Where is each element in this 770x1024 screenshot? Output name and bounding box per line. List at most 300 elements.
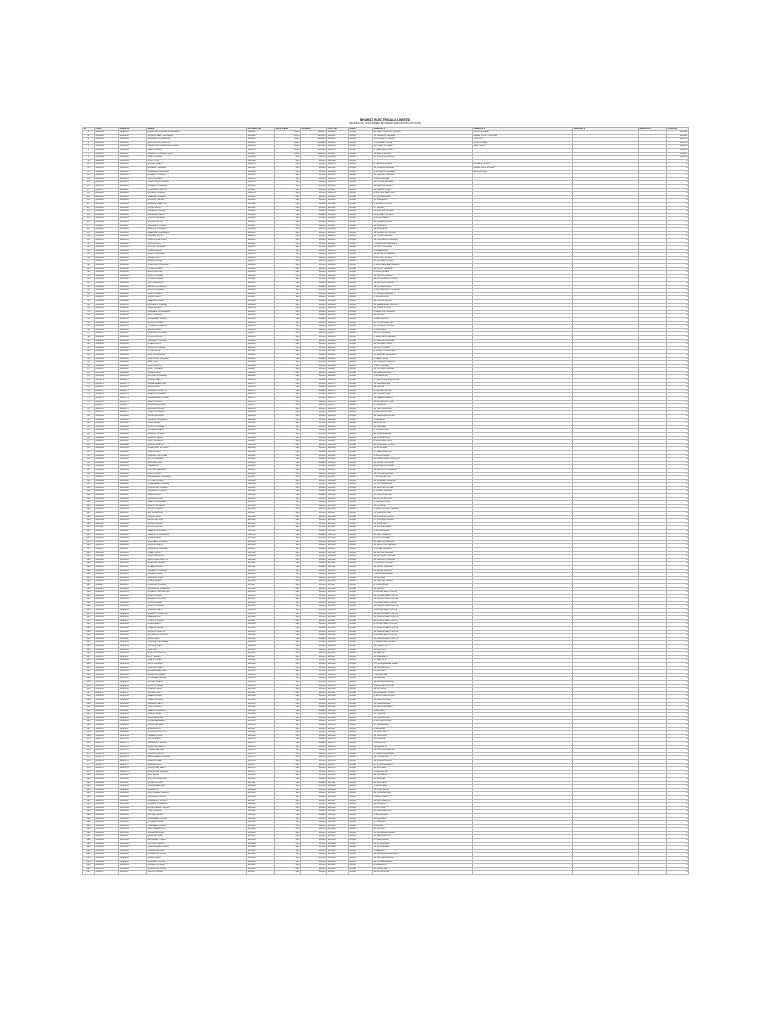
table-cell: 100205: [327, 864, 349, 868]
table-cell: MEERA BAI: [147, 616, 247, 620]
table-cell: 0: [667, 486, 689, 490]
table-cell: 6 MATHURA ROAD: [373, 695, 473, 699]
table-cell: 100080: [327, 415, 349, 419]
table-cell: 6 NOIDA SECTOR 22: [373, 601, 473, 605]
table-cell: 100198: [327, 839, 349, 843]
table-cell: 100: [275, 163, 301, 167]
table-cell: 0: [667, 461, 689, 465]
table-cell: A00032: [95, 242, 119, 246]
table-cell: BANK: [349, 839, 373, 843]
table-cell: 100195: [247, 828, 275, 832]
table-cell: A00144: [95, 645, 119, 649]
table-cell: BANK: [349, 501, 373, 505]
table-cell: 100: [275, 860, 301, 864]
table-cell: A00106: [95, 508, 119, 512]
table-cell: BANK: [349, 364, 373, 368]
table-cell: 27 INDIRAPURAM: [373, 519, 473, 523]
table-cell: 10000: [301, 846, 327, 850]
table-cell: 100: [275, 167, 301, 171]
table-cell: 10000: [301, 339, 327, 343]
table-cell: 0: [667, 300, 689, 304]
table-cell: 105: [83, 504, 95, 508]
table-cell: 1100004: [119, 141, 147, 145]
table-cell: 1100195: [119, 828, 147, 832]
table-cell: 0: [667, 648, 689, 652]
table-cell: A00047: [95, 296, 119, 300]
table-cell: 100119: [327, 555, 349, 559]
table-cell: BANK: [349, 803, 373, 807]
table-cell: 0: [667, 623, 689, 627]
table-cell: 10000: [301, 368, 327, 372]
table-cell: 0: [667, 206, 689, 210]
table-cell: A00121: [95, 562, 119, 566]
table-cell: 100096: [247, 472, 275, 476]
table-cell: A00146: [95, 652, 119, 656]
table-cell: 100075: [327, 397, 349, 401]
table-cell: 16: [83, 185, 95, 189]
table-cell: 100204: [247, 860, 275, 864]
table-cell: 13 ROORKEE: [373, 846, 473, 850]
table-cell: RENU SHARMA: [147, 673, 247, 677]
table-cell: 0: [667, 839, 689, 843]
table-cell: A00054: [95, 321, 119, 325]
table-cell: 92: [83, 458, 95, 462]
table-cell: 0: [667, 702, 689, 706]
table-cell: 90: [83, 450, 95, 454]
table-cell: 100105: [327, 504, 349, 508]
table-cell: 100076: [327, 400, 349, 404]
table-cell: ASHA RANI: [147, 350, 247, 354]
table-cell: 0: [667, 185, 689, 189]
table-cell: BANK: [349, 670, 373, 674]
table-cell: 11 JANAK PURI: [373, 188, 473, 192]
table-cell: 100019: [327, 195, 349, 199]
table-cell: 100089: [327, 447, 349, 451]
table-cell: 100066: [247, 364, 275, 368]
table-cell: 11 DHARAMSHALA: [373, 831, 473, 835]
table-cell: 100091: [247, 454, 275, 458]
table-cell: BANK: [349, 490, 373, 494]
table-cell: 100203: [247, 857, 275, 861]
table-cell: BANK: [349, 339, 373, 343]
table-cell: 0: [667, 774, 689, 778]
table-cell: 9 MEHRAULI: [373, 317, 473, 321]
table-cell: 100179: [247, 770, 275, 774]
table-cell: 26 NOIDA SECTOR 37: [373, 619, 473, 623]
table-cell: 5 PRATAP VIHAR: [373, 562, 473, 566]
table-cell: 100: [275, 634, 301, 638]
table-cell: 15 CHHATARPUR: [373, 321, 473, 325]
table-cell: 100071: [247, 382, 275, 386]
table-cell: 100192: [247, 817, 275, 821]
table-cell: 29: [83, 231, 95, 235]
table-cell: 1100205: [119, 864, 147, 868]
table-cell: 15: [83, 181, 95, 185]
table-cell: 100: [275, 440, 301, 444]
table-cell: 10000: [301, 623, 327, 627]
table-cell: A00198: [95, 839, 119, 843]
table-cell: 1100152: [119, 673, 147, 677]
table-cell: 100184: [327, 788, 349, 792]
table-cell: 100016: [247, 185, 275, 189]
table-cell: RAMESH CHANDRA: [147, 138, 247, 142]
table-cell: HARI SINGH: [147, 706, 247, 710]
table-cell: 141: [83, 634, 95, 638]
table-cell: 0: [667, 601, 689, 605]
table-cell: 164: [83, 716, 95, 720]
table-cell: 16 SHASTRI PARK: [373, 461, 473, 465]
table-cell: 52: [83, 314, 95, 318]
table-cell: BANK: [349, 857, 373, 861]
table-cell: 100092: [327, 458, 349, 462]
table-cell: 12 GANDHI NAGAR: [373, 134, 473, 138]
table-cell: 10000: [301, 163, 327, 167]
table-cell: 37 CHANDIGARH: [373, 763, 473, 767]
table-cell: 13 NOIDA SECTOR 19: [373, 598, 473, 602]
table-cell: 100: [275, 335, 301, 339]
table-cell: 100200: [247, 846, 275, 850]
table-cell: 0: [667, 479, 689, 483]
table-cell: PRAKASH NARAYAN SINGH: [147, 145, 247, 149]
table-cell: 1100172: [119, 745, 147, 749]
table-cell: 10000: [301, 853, 327, 857]
table-cell: 0: [667, 724, 689, 728]
table-cell: 10000: [301, 271, 327, 275]
table-cell: 100: [275, 828, 301, 832]
table-cell: 1100058: [119, 335, 147, 339]
table-cell: [639, 871, 667, 875]
table-cell: MANJU RANI: [147, 573, 247, 577]
table-cell: 3 TEMPLE ROAD: [373, 149, 473, 153]
table-cell: BANK: [349, 278, 373, 282]
table-cell: PRADEEP SINGH: [147, 317, 247, 321]
table-cell: 100: [275, 688, 301, 692]
table-cell: 1100063: [119, 353, 147, 357]
table-cell: 100201: [247, 849, 275, 853]
table-cell: 100164: [327, 716, 349, 720]
table-cell: 100: [275, 206, 301, 210]
table-cell: A00151: [95, 670, 119, 674]
table-cell: 100025: [247, 217, 275, 221]
table-cell: 100054: [327, 321, 349, 325]
table-cell: 100074: [327, 393, 349, 397]
table-cell: BANK: [349, 774, 373, 778]
table-cell: 100096: [327, 472, 349, 476]
table-cell: 149: [83, 662, 95, 666]
table-cell: NARESH KUMAR: [147, 185, 247, 189]
table-cell: 0: [667, 530, 689, 534]
table-cell: BANK: [349, 756, 373, 760]
table-cell: 100121: [327, 562, 349, 566]
table-cell: BANK: [349, 447, 373, 451]
table-cell: BANK: [349, 591, 373, 595]
table-cell: 10000: [301, 670, 327, 674]
table-cell: ROHIT KUMAR: [147, 425, 247, 429]
table-cell: 0: [667, 501, 689, 505]
table-cell: A00024: [95, 213, 119, 217]
table-cell: 110: [83, 522, 95, 526]
table-cell: 1100042: [119, 278, 147, 282]
table-cell: 100158: [327, 695, 349, 699]
table-cell: A00028: [95, 228, 119, 232]
table-cell: 22 MORADABAD: [373, 860, 473, 864]
table-cell: 100136: [247, 616, 275, 620]
table-cell: BANK: [349, 605, 373, 609]
table-cell: A00063: [95, 353, 119, 357]
table-cell: 111: [83, 526, 95, 530]
table-cell: 10000: [301, 440, 327, 444]
table-cell: 10000: [301, 181, 327, 185]
table-cell: 0: [667, 576, 689, 580]
table-cell: 42: [83, 278, 95, 282]
table-cell: 135: [83, 612, 95, 616]
table-cell: 0: [667, 594, 689, 598]
table-cell: BANK: [349, 185, 373, 189]
table-cell: A00050: [95, 307, 119, 311]
table-cell: 186: [83, 795, 95, 799]
table-cell: 9 NARELA: [373, 418, 473, 422]
table-cell: A00059: [95, 339, 119, 343]
table-cell: 100: [275, 817, 301, 821]
table-cell: 100: [275, 321, 301, 325]
table-cell: 153: [83, 677, 95, 681]
table-cell: 19 SURAJPUR: [373, 666, 473, 670]
table-cell: A00037: [95, 260, 119, 264]
table-cell: BANK: [349, 698, 373, 702]
table-cell: 1100107: [119, 512, 147, 516]
table-cell: A00152: [95, 673, 119, 677]
table-cell: 100: [275, 677, 301, 681]
table-cell: 100092: [247, 458, 275, 462]
table-cell: BANK: [349, 540, 373, 544]
table-cell: 1100093: [119, 461, 147, 465]
table-cell: 1100098: [119, 479, 147, 483]
table-cell: 100078: [247, 407, 275, 411]
table-cell: 100084: [247, 429, 275, 433]
table-cell: 10000: [301, 655, 327, 659]
table-cell: 22 DADRI: [373, 587, 473, 591]
table-cell: 1100134: [119, 609, 147, 613]
table-cell: 100005: [327, 145, 349, 149]
table-cell: 10000: [301, 300, 327, 304]
table-cell: 100128: [247, 587, 275, 591]
table-cell: 1100053: [119, 317, 147, 321]
table-cell: 100122: [247, 565, 275, 569]
table-cell: SUMITRA DEVI: [147, 745, 247, 749]
table-cell: BANK: [349, 141, 373, 145]
table-cell: 1100044: [119, 285, 147, 289]
table-cell: BANK: [349, 224, 373, 228]
table-cell: SAVITA RANI: [147, 400, 247, 404]
table-cell: 10000: [301, 346, 327, 350]
table-cell: 100: [275, 565, 301, 569]
table-cell: A00175: [95, 756, 119, 760]
table-cell: 177: [83, 763, 95, 767]
table-cell: A00205: [95, 864, 119, 868]
table-cell: 100097: [247, 476, 275, 480]
table-cell: 0: [667, 709, 689, 713]
table-cell: 95: [83, 468, 95, 472]
table-cell: 144: [83, 645, 95, 649]
table-cell: 10000: [301, 849, 327, 853]
table-cell: MAMTA RANI: [147, 522, 247, 526]
table-cell: 100: [275, 716, 301, 720]
table-cell: 28 KHARAR: [373, 774, 473, 778]
table-cell: 1000: [275, 149, 301, 153]
table-cell: 100: [275, 749, 301, 753]
table-cell: 10000: [301, 321, 327, 325]
table-cell: 100003: [327, 138, 349, 142]
table-cell: 100154: [327, 680, 349, 684]
table-cell: A00141: [95, 634, 119, 638]
table-cell: A00191: [95, 813, 119, 817]
document-subtitle: DETAILS OF UNCLAIMED DIVIDEND AMOUNT AS ON DATE: [349, 122, 421, 125]
table-cell: 10000: [301, 799, 327, 803]
table-cell: 10000: [301, 217, 327, 221]
table-cell: 100193: [327, 821, 349, 825]
table-cell: BANK: [349, 795, 373, 799]
table-cell: A00182: [95, 781, 119, 785]
table-cell: 26 JAGADHRI: [373, 756, 473, 760]
table-cell: 158: [83, 695, 95, 699]
table-cell: 74: [83, 393, 95, 397]
table-cell: 0: [667, 781, 689, 785]
table-cell: 100052: [247, 314, 275, 318]
table-cell: 100119: [247, 555, 275, 559]
table-cell: 8 REWARI: [373, 727, 473, 731]
table-cell: 1100169: [119, 734, 147, 738]
table-cell: 10000: [301, 386, 327, 390]
table-cell: RAKESH MEHTA: [147, 202, 247, 206]
table-cell: 0: [667, 490, 689, 494]
table-cell: BANK: [349, 842, 373, 846]
table-cell: 0: [667, 188, 689, 192]
table-cell: SATYA PRAKASH: [147, 777, 247, 781]
table-cell: BANK: [349, 379, 373, 383]
table-cell: 1100130: [119, 594, 147, 598]
table-cell: 1100029: [119, 231, 147, 235]
table-cell: BANK: [349, 587, 373, 591]
table-cell: 15 ALPHA 1: [373, 648, 473, 652]
table-cell: A00126: [95, 580, 119, 584]
table-cell: 100: [275, 821, 301, 825]
table-cell: 100074: [247, 393, 275, 397]
table-cell: 0: [667, 274, 689, 278]
table-cell: 1100085: [119, 432, 147, 436]
table-cell: SHOBHA DEVI: [147, 479, 247, 483]
table-cell: 0: [667, 767, 689, 771]
table-cell: 10000: [301, 583, 327, 587]
table-cell: 1100082: [119, 422, 147, 426]
table-cell: 0: [667, 580, 689, 584]
table-cell: BANK: [349, 734, 373, 738]
table-cell: 100177: [327, 763, 349, 767]
table-cell: BANK: [349, 375, 373, 379]
table-cell: 17 SAKET: [373, 206, 473, 210]
table-cell: 1100013: [119, 174, 147, 178]
table-cell: 100190: [327, 810, 349, 814]
table-cell: 1100194: [119, 824, 147, 828]
table-cell: 100139: [247, 627, 275, 631]
table-cell: 100: [275, 630, 301, 634]
table-cell: 100046: [247, 292, 275, 296]
table-cell: BANK: [349, 343, 373, 347]
table-cell: 62: [83, 350, 95, 354]
table-cell: 100029: [327, 231, 349, 235]
table-cell: 29 MAYUR VIHAR: [373, 210, 473, 214]
table-cell: 100: [275, 260, 301, 264]
table-cell: SOHAN LAL: [147, 691, 247, 695]
table-cell: 108: [83, 515, 95, 519]
table-cell: 1100163: [119, 713, 147, 717]
table-cell: 166: [83, 724, 95, 728]
table-cell: 100000: [301, 145, 327, 149]
table-cell: A00084: [95, 429, 119, 433]
table-cell: 100021: [327, 202, 349, 206]
table-cell: 100032: [327, 242, 349, 246]
table-cell: 10: [83, 163, 95, 167]
table-cell: REKHA SHARMA: [147, 228, 247, 232]
table-cell: 1100178: [119, 767, 147, 771]
table-cell: 12 ROPAR: [373, 777, 473, 781]
table-cell: A00199: [95, 842, 119, 846]
table-cell: BANK: [349, 637, 373, 641]
table-cell: 8 ROHINI SECTOR: [373, 192, 473, 196]
table-cell: 0: [667, 429, 689, 433]
table-cell: GEETA RANI: [147, 149, 247, 153]
table-cell: 100140: [247, 630, 275, 634]
table-cell: 100: [275, 185, 301, 189]
table-cell: 100: [275, 645, 301, 649]
table-cell: BANK: [349, 846, 373, 850]
table-cell: 1100051: [119, 310, 147, 314]
table-cell: 100: [275, 174, 301, 178]
table-cell: 100072: [327, 386, 349, 390]
table-cell: BANK: [349, 411, 373, 415]
table-cell: BANK: [349, 824, 373, 828]
table-cell: 75: [83, 397, 95, 401]
table-cell: 7 RAJPURA: [373, 785, 473, 789]
table-cell: 13 PANIPAT: [373, 738, 473, 742]
table-cell: 100038: [247, 264, 275, 268]
table-cell: 100187: [327, 799, 349, 803]
table-cell: 0: [667, 558, 689, 562]
table-cell: 10 VAISHALI: [373, 522, 473, 526]
table-cell: 100136: [327, 616, 349, 620]
table-cell: BANK: [349, 684, 373, 688]
table-cell: 34 SULTANPURI: [373, 407, 473, 411]
table-cell: 39: [83, 267, 95, 271]
table-cell: 117: [83, 547, 95, 551]
table-cell: 100199: [247, 842, 275, 846]
table-cell: 100106: [247, 508, 275, 512]
table-cell: 1100021: [119, 202, 147, 206]
table-cell: 140: [83, 630, 95, 634]
table-cell: A00004: [95, 141, 119, 145]
table-cell: 100: [275, 170, 301, 174]
table-cell: 0: [667, 616, 689, 620]
table-cell: 7: [83, 152, 95, 156]
table-cell: A00197: [95, 835, 119, 839]
table-cell: 10000: [301, 619, 327, 623]
table-cell: 1100043: [119, 282, 147, 286]
table-cell: 1100185: [119, 792, 147, 796]
table-cell: 10000: [301, 562, 327, 566]
table-cell: BANK: [349, 317, 373, 321]
table-cell: 100: [275, 497, 301, 501]
table-cell: 50: [83, 307, 95, 311]
table-cell: A00114: [95, 537, 119, 541]
